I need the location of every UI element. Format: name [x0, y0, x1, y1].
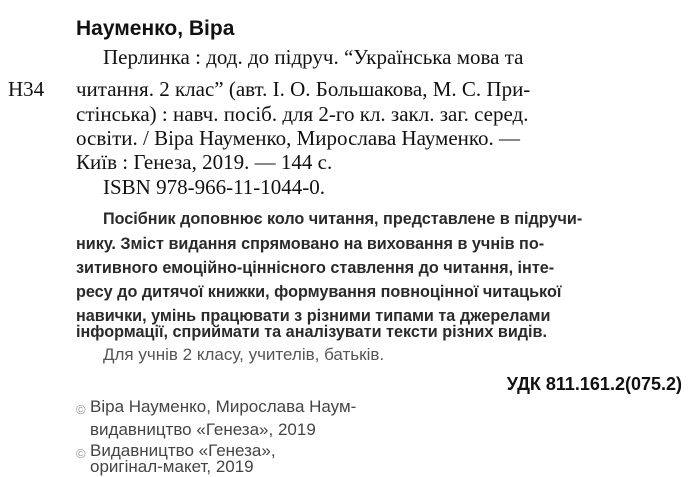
isbn: ISBN 978-966-11-1044-0.: [103, 175, 326, 199]
copyright-symbol: ©: [76, 402, 86, 417]
annotation-line: інформації, сприймати та аналізувати тексти різних видів.: [76, 323, 547, 341]
bib-line: стінська) : навч. посіб. для 2-го кл. закл. заг. серед.: [76, 102, 529, 126]
copyright-symbol: ©: [76, 446, 86, 461]
bib-line: Київ : Генеза, 2019. — 144 с.: [76, 150, 333, 174]
annotation-line: нику. Зміст видання спрямовано на виховання в учнів по-: [76, 235, 545, 253]
udc-code: УДК 811.161.2(075.2): [506, 374, 682, 394]
annotation-line: ресу до дитячої книжки, формування повноцінної читацької: [76, 283, 562, 301]
copyright-line: видавництво «Генеза», 2019: [90, 420, 316, 439]
bib-line: Перлинка : дод. до підруч. “Українська мова та: [103, 45, 524, 69]
copyright-line: Віра Науменко, Мирослава Наум-: [90, 397, 357, 416]
copyright-line: оригінал-макет, 2019: [90, 457, 254, 476]
annotation-line: навички, умінь працювати з різними типами та джерелами: [76, 307, 551, 325]
bib-line: освіти. / Віра Науменко, Мирослава Науменко. —: [76, 126, 521, 150]
audience: Для учнів 2 класу, учителів, батьків.: [103, 345, 385, 364]
bib-line: читання. 2 клас” (авт. І. О. Большакова, М. С. При-: [76, 77, 531, 101]
call-code: Н34: [8, 77, 45, 101]
annotation-line: зитивного емоційно-ціннісного ставлення до читання, інте-: [76, 259, 555, 277]
copyright-line: Видавництво «Генеза»,: [90, 441, 276, 460]
author-heading: Науменко, Віра: [76, 17, 235, 40]
annotation-line: Посібник доповнює коло читання, представлене в підручи-: [103, 210, 583, 228]
